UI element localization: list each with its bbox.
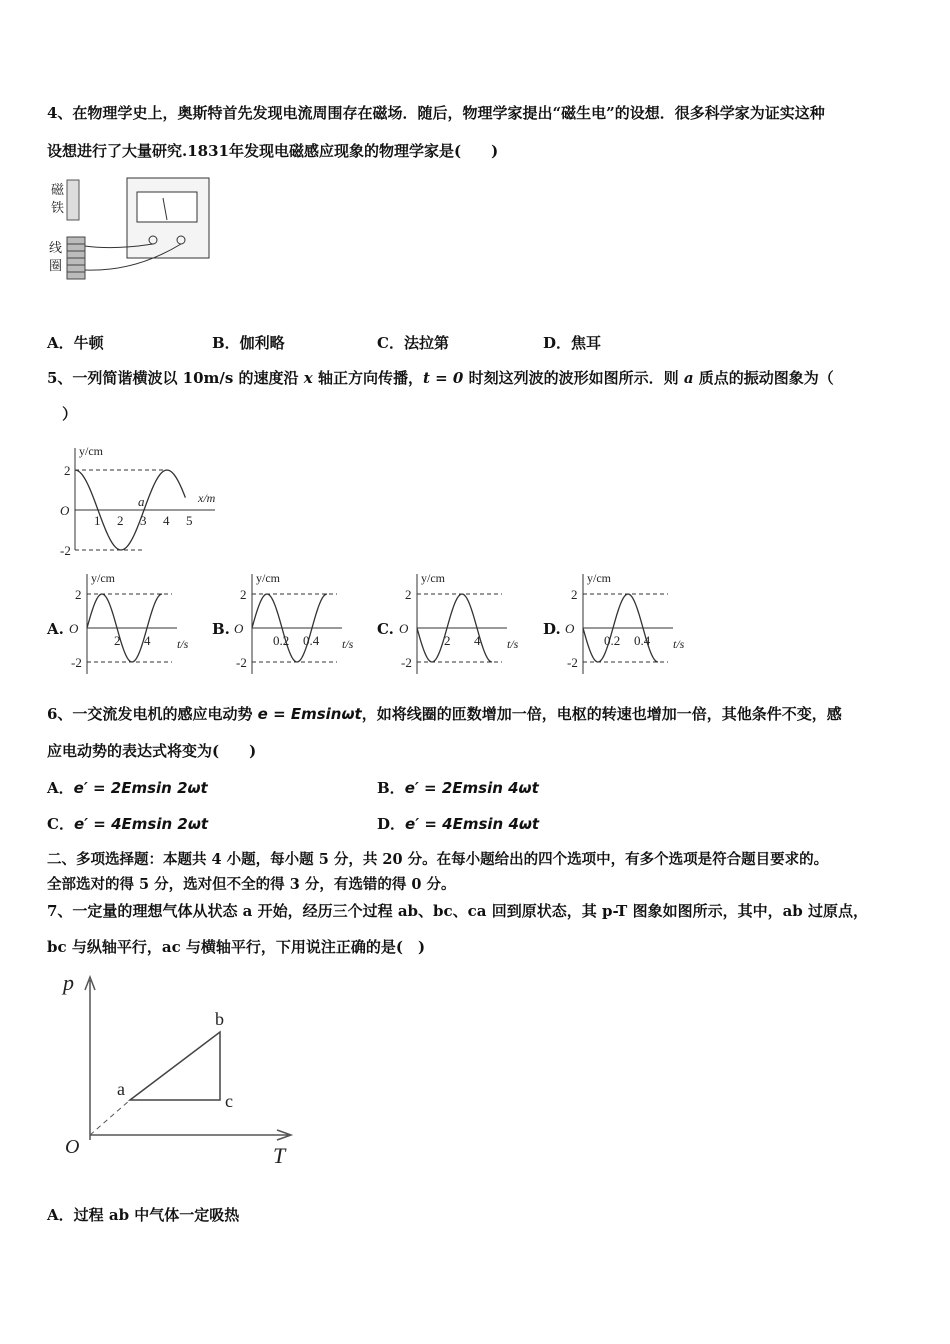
svg-text:t/s: t/s — [507, 637, 519, 651]
q5-option-b[interactable]: B. — [212, 620, 230, 638]
svg-text:2: 2 — [64, 463, 71, 478]
svg-text:0.2: 0.2 — [604, 633, 621, 648]
q5-option-c[interactable]: C. — [377, 620, 394, 638]
svg-text:p: p — [63, 970, 74, 995]
q5-option-a[interactable]: A. — [47, 620, 64, 638]
svg-text:t/s: t/s — [342, 637, 354, 651]
svg-text:y/cm: y/cm — [256, 571, 280, 585]
svg-text:2: 2 — [405, 587, 412, 602]
magnet-icon — [67, 180, 79, 220]
svg-text:线: 线 — [49, 240, 63, 255]
q6-line1: 6、一交流发电机的感应电动势 e = Emsinωt，如将线圈的匝数增加一倍，电枢的转速也增加一倍，其他条件不变，感 — [47, 705, 842, 723]
svg-text:2: 2 — [117, 513, 124, 528]
svg-text:x/m: x/m — [198, 491, 216, 505]
svg-text:磁: 磁 — [51, 182, 65, 197]
svg-text:2: 2 — [114, 633, 121, 648]
svg-text:圈: 圈 — [49, 258, 63, 273]
coil-icon — [67, 237, 85, 279]
svg-text:y/cm: y/cm — [587, 571, 611, 585]
svg-text:y/cm: y/cm — [421, 571, 445, 585]
q6-option-b[interactable]: B．e′ = 2Emsin 4ωt — [377, 779, 539, 797]
q4-option-b[interactable]: B．伽利略 — [212, 334, 285, 352]
svg-text:O: O — [69, 621, 79, 636]
svg-text:-2: -2 — [60, 543, 71, 555]
svg-text:T: T — [273, 1143, 286, 1168]
svg-text:0.2: 0.2 — [273, 633, 290, 648]
q6-option-a[interactable]: A．e′ = 2Emsin 2ωt — [47, 779, 208, 797]
svg-text:-2: -2 — [567, 655, 578, 670]
svg-text:O: O — [399, 621, 409, 636]
svg-text:O: O — [565, 621, 575, 636]
svg-text:2: 2 — [75, 587, 82, 602]
svg-text:2: 2 — [240, 587, 247, 602]
svg-text:4: 4 — [144, 633, 151, 648]
q6-option-d[interactable]: D．e′ = 4Emsin 4ωt — [377, 815, 540, 833]
q5-option-graph-c — [395, 566, 535, 676]
svg-text:4: 4 — [163, 513, 170, 528]
svg-text:铁: 铁 — [51, 200, 65, 215]
svg-text:2: 2 — [444, 633, 451, 648]
section-heading: 二、多项选择题：本题共 4 小题，每小题 5 分，共 20 分。在每小题给出的四个选项中，有多个选项是符合题目要求的。 — [47, 851, 829, 868]
svg-text:O: O — [60, 503, 70, 518]
svg-text:a: a — [138, 494, 145, 509]
q4-line2: 设想进行了大量研究.1831年发现电磁感应现象的物理学家是( ) — [47, 142, 499, 160]
svg-text:3: 3 — [140, 513, 147, 528]
cycle-triangle — [130, 1032, 220, 1100]
q4-option-a[interactable]: A．牛顿 — [47, 334, 104, 352]
q4-option-c[interactable]: C．法拉第 — [377, 334, 449, 352]
svg-text:-2: -2 — [236, 655, 247, 670]
q5-line2: ） — [62, 405, 78, 423]
svg-text:O: O — [234, 621, 244, 636]
q7-option-a[interactable]: A．过程 ab 中气体一定吸热 — [47, 1206, 240, 1224]
q7-line2: bc 与纵轴平行，ac 与横轴平行，下用说注正确的是( ) — [47, 938, 426, 956]
q5-option-d[interactable]: D. — [543, 620, 561, 638]
svg-text:2: 2 — [571, 587, 578, 602]
pT-graph — [55, 965, 305, 1170]
section-note: 全部选对的得 5 分，选对但不全的得 3 分，有选错的得 0 分。 — [47, 876, 456, 893]
wave-figure — [50, 440, 230, 555]
q6-line2: 应电动势的表达式将变为( ) — [47, 742, 257, 760]
svg-text:1: 1 — [94, 513, 101, 528]
q4-option-d[interactable]: D．焦耳 — [543, 334, 602, 352]
svg-text:y/cm: y/cm — [91, 571, 115, 585]
q7-line1: 7、一定量的理想气体从状态 a 开始，经历三个过程 ab、bc、ca 回到原状态，其 p-T 图象如图所示，其中，ab 过原点， — [47, 902, 868, 920]
q5-option-graph-b — [230, 566, 370, 676]
svg-text:a: a — [117, 1079, 125, 1099]
q5-option-graph-d — [561, 566, 701, 676]
svg-text:t/s: t/s — [177, 637, 189, 651]
svg-text:4: 4 — [474, 633, 481, 648]
q4-line1: 4、在物理学史上，奥斯特首先发现电流周围存在磁场．随后，物理学家提出“磁生电”的设想．很多科学家为证实这种 — [47, 104, 825, 122]
svg-text:y/cm: y/cm — [79, 444, 103, 458]
q5-line1: 5、一列简谐横波以 10m/s 的速度沿 x 轴正方向传播，t = 0 时刻这列波的波形如图所示．则 a 质点的振动图象为（ — [47, 369, 834, 387]
svg-text:-2: -2 — [71, 655, 82, 670]
svg-text:0.4: 0.4 — [634, 633, 651, 648]
svg-text:t/s: t/s — [673, 637, 685, 651]
svg-text:0.4: 0.4 — [303, 633, 320, 648]
svg-text:O: O — [65, 1136, 80, 1158]
svg-text:5: 5 — [186, 513, 193, 528]
svg-text:-2: -2 — [401, 655, 412, 670]
q5-option-graph-a — [65, 566, 205, 676]
svg-text:c: c — [225, 1091, 233, 1111]
svg-text:b: b — [215, 1009, 224, 1029]
q6-option-c[interactable]: C．e′ = 4Emsin 2ωt — [47, 815, 209, 833]
galvanometer-figure — [45, 172, 215, 287]
